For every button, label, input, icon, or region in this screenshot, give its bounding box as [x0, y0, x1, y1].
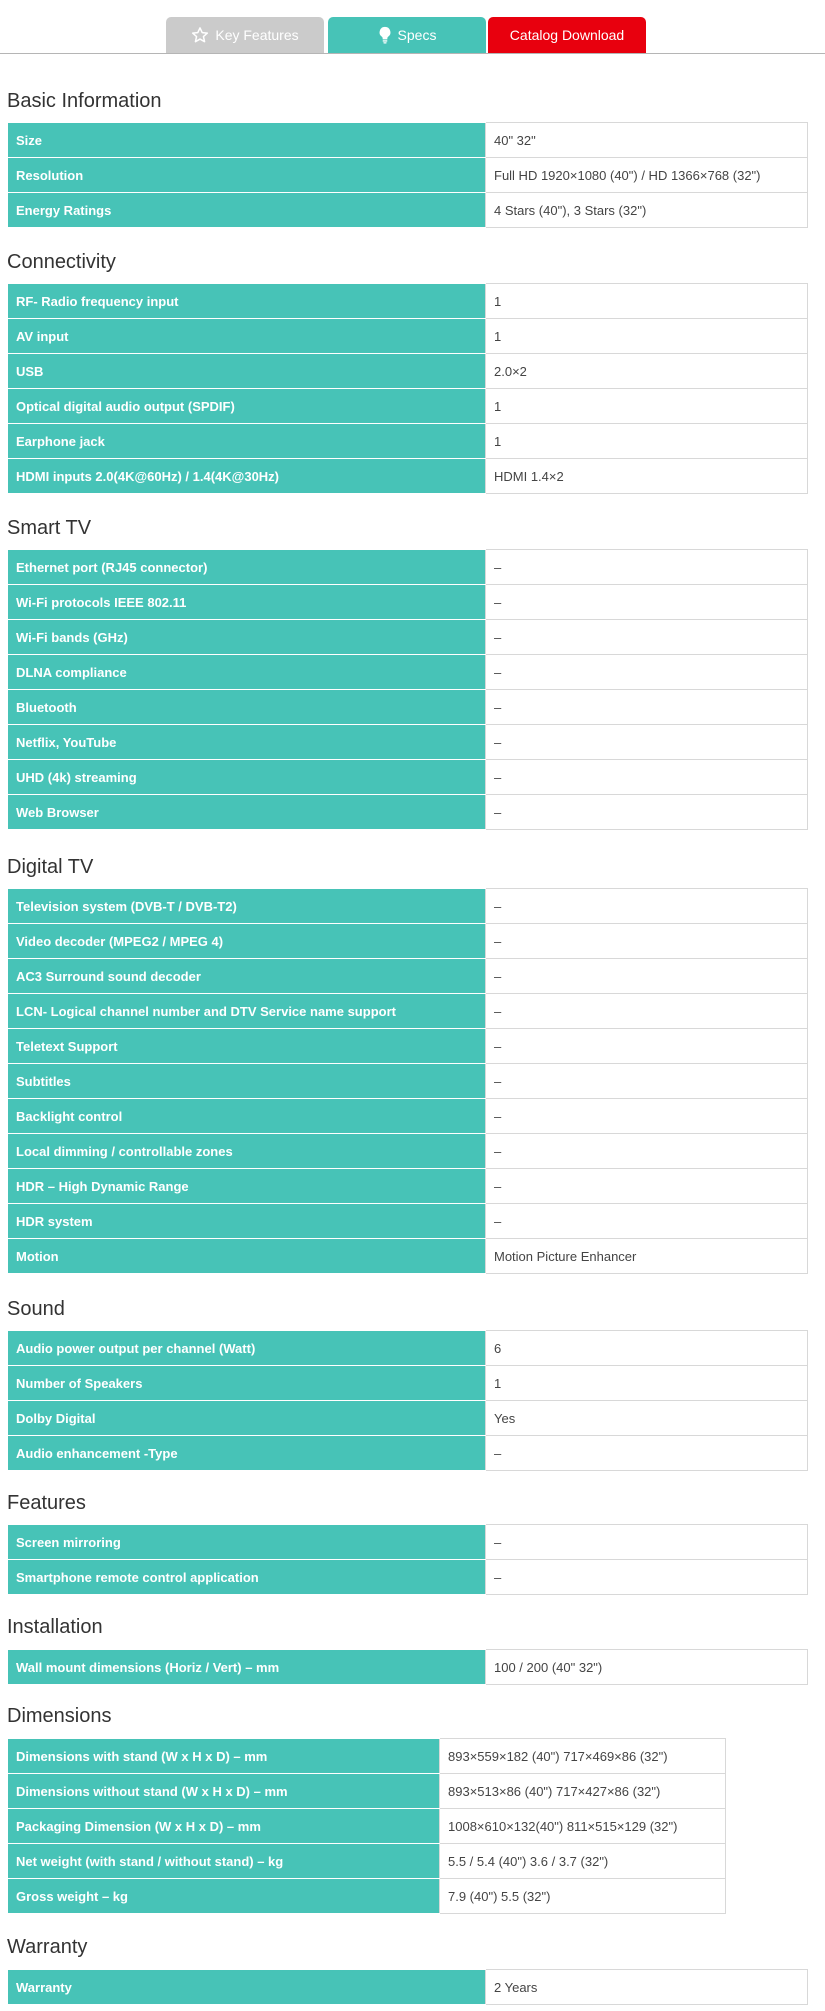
table-row [8, 889, 808, 924]
spec-value: 1 [486, 424, 808, 459]
spec-value: 1 [486, 389, 808, 424]
table-row [8, 994, 808, 1029]
spec-label: AC3 Surround sound decoder [8, 959, 486, 994]
spec-label: Subtitles [8, 1064, 486, 1099]
table-row [8, 389, 808, 424]
table-row [8, 1560, 808, 1595]
tab-bar [0, 0, 825, 54]
spec-label: Television system (DVB-T / DVB-T2) [8, 889, 486, 924]
catalog-download-label: Catalog Download [509, 27, 625, 43]
spec-value: 2 Years [486, 1970, 808, 2005]
spec-label: Number of Speakers [8, 1366, 486, 1401]
section-title-installation: Installation [7, 1616, 103, 1638]
tab-specs[interactable] [328, 17, 486, 53]
table-row [8, 1879, 726, 1914]
table-row [8, 959, 808, 994]
spec-label: Netflix, YouTube [8, 725, 486, 760]
spec-value: – [486, 924, 808, 959]
spec-value: – [486, 1525, 808, 1560]
spec-value: – [486, 1436, 808, 1471]
spec-label: Local dimming / controllable zones [8, 1134, 486, 1169]
spec-label: UHD (4k) streaming [8, 760, 486, 795]
table-row [8, 760, 808, 795]
spec-value: – [486, 795, 808, 830]
spec-label: Video decoder (MPEG2 / MPEG 4) [8, 924, 486, 959]
section-title-dimensions: Dimensions [7, 1705, 112, 1727]
table-row [8, 924, 808, 959]
spec-value: 1 [486, 284, 808, 319]
spec-label: RF- Radio frequency input [8, 284, 486, 319]
catalog-download-button[interactable] [488, 17, 646, 53]
spec-label: Gross weight – kg [8, 1879, 440, 1914]
spec-table-warranty [7, 1969, 808, 2005]
spec-value: – [486, 1134, 808, 1169]
table-row [8, 1064, 808, 1099]
spec-label: Warranty [8, 1970, 486, 2005]
spec-value: – [486, 1560, 808, 1595]
spec-value: 2.0×2 [486, 354, 808, 389]
table-row [8, 795, 808, 830]
spec-label: Web Browser [8, 795, 486, 830]
spec-label: LCN- Logical channel number and DTV Service name support [8, 994, 486, 1029]
table-row [8, 193, 808, 228]
spec-label: USB [8, 354, 486, 389]
spec-label: Audio power output per channel (Watt) [8, 1331, 486, 1366]
table-row [8, 1401, 808, 1436]
spec-label: Motion [8, 1239, 486, 1274]
spec-value: – [486, 1204, 808, 1239]
table-row [8, 1970, 808, 2005]
table-row [8, 319, 808, 354]
spec-label: HDR – High Dynamic Range [8, 1169, 486, 1204]
table-row [8, 123, 808, 158]
spec-table-connectivity [7, 283, 808, 494]
spec-label: Bluetooth [8, 690, 486, 725]
spec-value: – [486, 1029, 808, 1064]
spec-value: – [486, 690, 808, 725]
spec-value: – [486, 994, 808, 1029]
spec-table-sound [7, 1330, 808, 1471]
spec-label: Smartphone remote control application [8, 1560, 486, 1595]
spec-value: Motion Picture Enhancer [486, 1239, 808, 1274]
tab-key-features[interactable] [166, 17, 324, 53]
spec-label: Resolution [8, 158, 486, 193]
table-row [8, 1650, 808, 1685]
table-row [8, 459, 808, 494]
spec-label: Wall mount dimensions (Horiz / Vert) – mm [8, 1650, 486, 1685]
spec-table-installation [7, 1649, 808, 1685]
section-title-basic-information: Basic Information [7, 90, 162, 112]
table-row [8, 585, 808, 620]
table-row [8, 690, 808, 725]
table-row [8, 1774, 726, 1809]
spec-value: – [486, 889, 808, 924]
spec-value: 1 [486, 1366, 808, 1401]
section-title-sound: Sound [7, 1298, 65, 1320]
table-row [8, 1169, 808, 1204]
spec-value: 6 [486, 1331, 808, 1366]
spec-label: Net weight (with stand / without stand) – kg [8, 1844, 440, 1879]
spec-value: 893×513×86 (40") 717×427×86 (32") [440, 1774, 726, 1809]
table-row [8, 1029, 808, 1064]
spec-table-smart-tv [7, 549, 808, 830]
spec-label: Packaging Dimension (W x H x D) – mm [8, 1809, 440, 1844]
section-title-features: Features [7, 1492, 86, 1514]
spec-value: – [486, 620, 808, 655]
spec-value: – [486, 1064, 808, 1099]
table-row [8, 354, 808, 389]
table-row [8, 1204, 808, 1239]
section-title-warranty: Warranty [7, 1936, 88, 1958]
section-title-digital-tv: Digital TV [7, 856, 94, 878]
spec-value: – [486, 1169, 808, 1204]
spec-value: – [486, 959, 808, 994]
section-title-connectivity: Connectivity [7, 251, 116, 273]
spec-value: – [486, 725, 808, 760]
tab-key-features-label: Key Features [215, 27, 299, 43]
spec-label: DLNA compliance [8, 655, 486, 690]
spec-value: HDMI 1.4×2 [486, 459, 808, 494]
spec-value: – [486, 550, 808, 585]
spec-value: – [486, 585, 808, 620]
spec-label: HDMI inputs 2.0(4K@60Hz) / 1.4(4K@30Hz) [8, 459, 486, 494]
table-row [8, 1331, 808, 1366]
table-row [8, 1099, 808, 1134]
spec-label: Optical digital audio output (SPDIF) [8, 389, 486, 424]
table-row [8, 620, 808, 655]
table-row [8, 1134, 808, 1169]
spec-table-features [7, 1524, 808, 1595]
table-row [8, 1366, 808, 1401]
spec-value: – [486, 760, 808, 795]
table-row [8, 1809, 726, 1844]
tab-specs-label: Specs [397, 27, 437, 43]
spec-label: Size [8, 123, 486, 158]
spec-label: Energy Ratings [8, 193, 486, 228]
table-row [8, 725, 808, 760]
spec-value: 893×559×182 (40") 717×469×86 (32") [440, 1739, 726, 1774]
table-row [8, 550, 808, 585]
spec-label: Wi-Fi protocols IEEE 802.11 [8, 585, 486, 620]
table-row [8, 655, 808, 690]
spec-value: 4 Stars (40"), 3 Stars (32") [486, 193, 808, 228]
section-title-smart-tv: Smart TV [7, 517, 92, 539]
spec-value: 40" 32" [486, 123, 808, 158]
spec-label: Wi-Fi bands (GHz) [8, 620, 486, 655]
spec-value: 1 [486, 319, 808, 354]
spec-value: Full HD 1920×1080 (40") / HD 1366×768 (32") [486, 158, 808, 193]
spec-value: – [486, 655, 808, 690]
spec-label: AV input [8, 319, 486, 354]
spec-label: HDR system [8, 1204, 486, 1239]
spec-value: – [486, 1099, 808, 1134]
spec-table-digital-tv [7, 888, 808, 1274]
spec-label: Earphone jack [8, 424, 486, 459]
table-row [8, 1525, 808, 1560]
spec-label: Dimensions without stand (W x H x D) – mm [8, 1774, 440, 1809]
spec-label: Audio enhancement -Type [8, 1436, 486, 1471]
spec-value: 7.9 (40") 5.5 (32") [440, 1879, 726, 1914]
spec-value: 5.5 / 5.4 (40") 3.6 / 3.7 (32") [440, 1844, 726, 1879]
spec-table-dimensions [7, 1738, 726, 1914]
spec-value: 1008×610×132(40") 811×515×129 (32") [440, 1809, 726, 1844]
spec-label: Dimensions with stand (W x H x D) – mm [8, 1739, 440, 1774]
spec-label: Backlight control [8, 1099, 486, 1134]
table-row [8, 1739, 726, 1774]
spec-label: Ethernet port (RJ45 connector) [8, 550, 486, 585]
spec-label: Dolby Digital [8, 1401, 486, 1436]
spec-table-basic-information [7, 122, 808, 228]
spec-value: Yes [486, 1401, 808, 1436]
lightbulb-icon [378, 26, 392, 44]
spec-label: Teletext Support [8, 1029, 486, 1064]
table-row [8, 284, 808, 319]
spec-label: Screen mirroring [8, 1525, 486, 1560]
table-row [8, 1436, 808, 1471]
table-row [8, 158, 808, 193]
star-icon [191, 26, 209, 44]
spec-value: 100 / 200 (40" 32") [486, 1650, 808, 1685]
table-row [8, 1239, 808, 1274]
table-row [8, 1844, 726, 1879]
table-row [8, 424, 808, 459]
